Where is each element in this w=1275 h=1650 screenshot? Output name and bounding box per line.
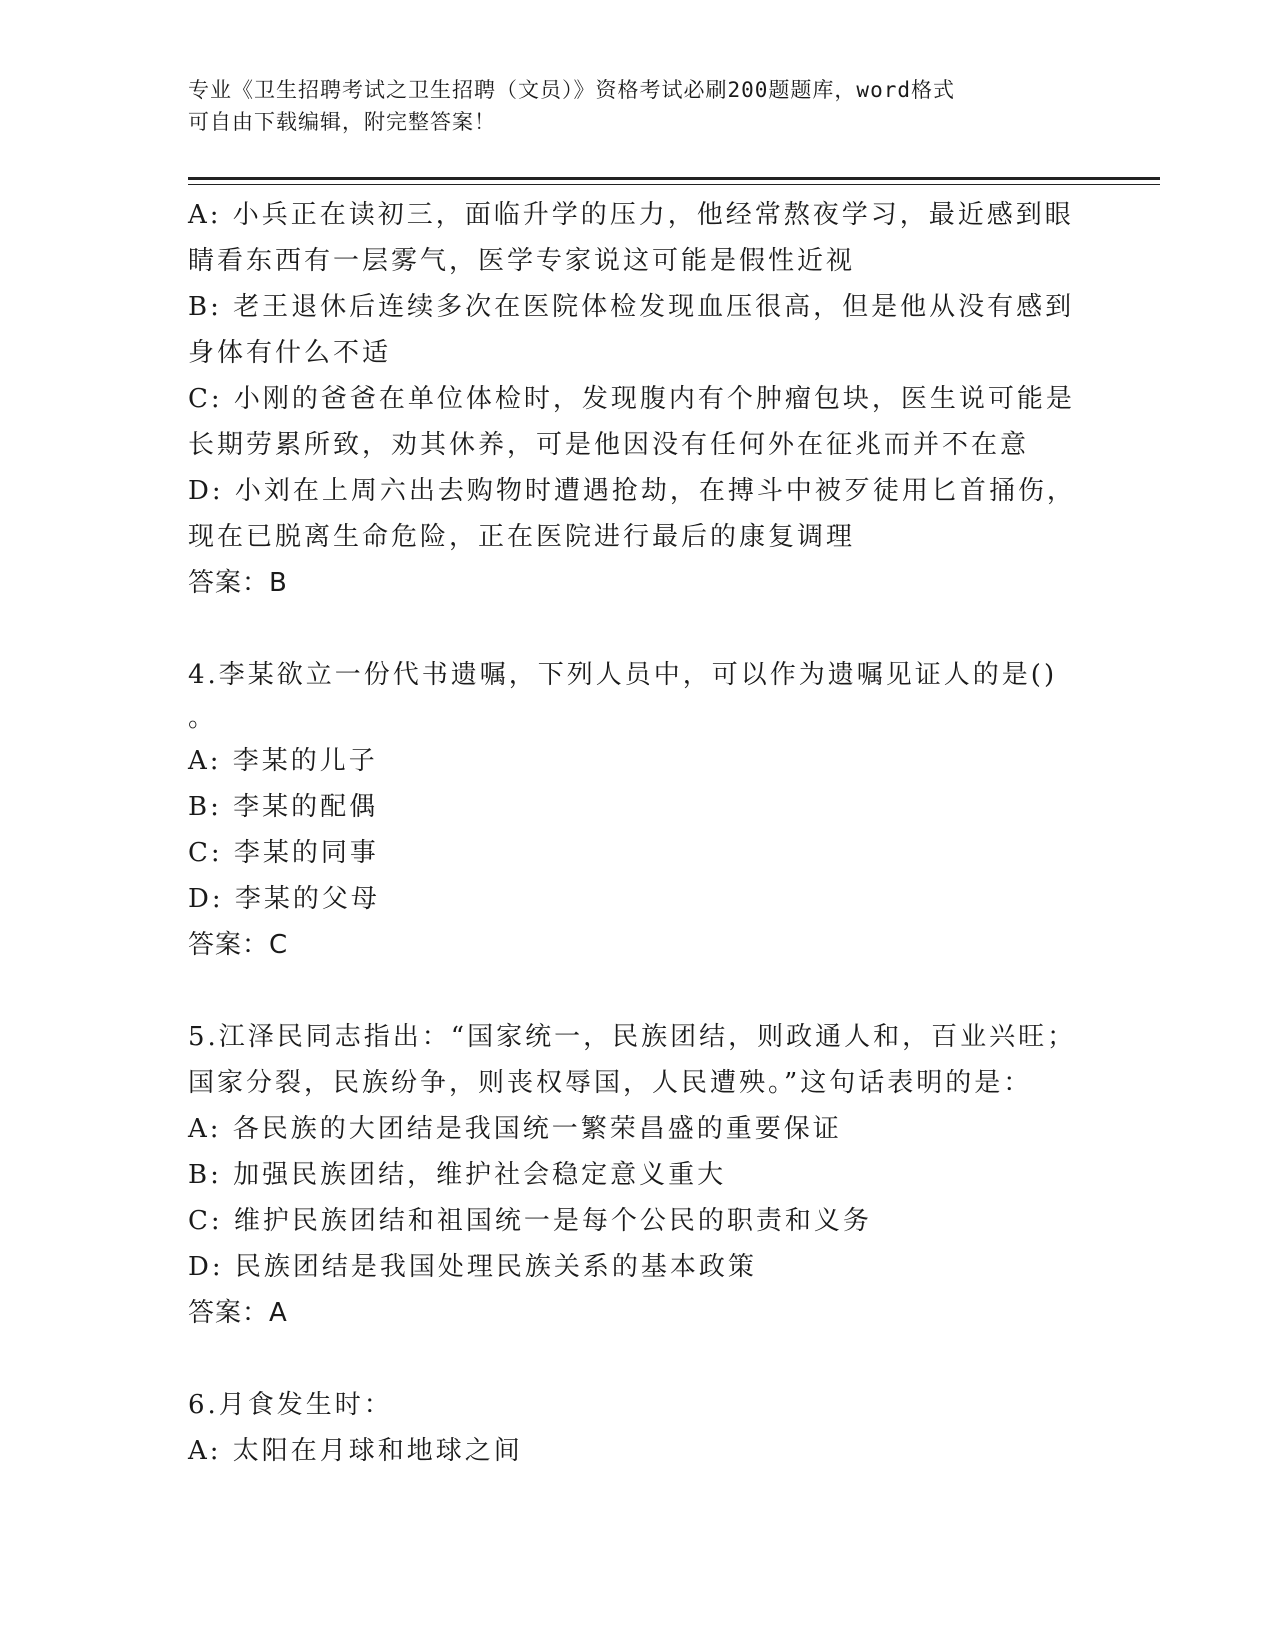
option-c-line-2: 长期劳累所致，劝其休养，可是他因没有任何外在征兆而并不在意 [188, 430, 1030, 460]
answer-label: 答案：A [188, 1298, 288, 1328]
option-b: B: 李某的配偶 [188, 792, 379, 822]
option-d: D: 民族团结是我国处理民族关系的基本政策 [188, 1252, 757, 1282]
question-title-line-1: 5.江泽民同志指出：“国家统一，民族团结，则政通人和，百业兴旺； [188, 1022, 1077, 1052]
option-a-line-2: 睛看东西有一层雾气，医学专家说这可能是假性近视 [188, 246, 856, 276]
option-c: C: 维护民族团结和祖国统一是每个公民的职责和义务 [188, 1206, 872, 1236]
question-list [188, 192, 1088, 1474]
document-header [188, 74, 1068, 138]
answer-label: 答案：B [188, 568, 288, 598]
question-title-line-2: 。 [188, 703, 218, 733]
option-d-line-1: D: 小刘在上周六出去购物时遭遇抢劫，在搏斗中被歹徒用匕首捅伤， [188, 476, 1076, 506]
answer-label: 答案：C [188, 930, 289, 960]
question-title-line-1: 4.李某欲立一份代书遗嘱，下列人员中，可以作为遗嘱见证人的是() [188, 660, 1058, 690]
option-a: A: 太阳在月球和地球之间 [188, 1436, 523, 1466]
option-b-line-2: 身体有什么不适 [188, 338, 392, 368]
option-a-line-1: A: 小兵正在读初三，面临升学的压力，他经常熬夜学习，最近感到眼 [188, 200, 1074, 230]
option-a: A: 李某的儿子 [188, 746, 378, 776]
option-c: C: 李某的同事 [188, 838, 379, 868]
option-d: D: 李某的父母 [188, 884, 380, 914]
header-line-1: 专业《卫生招聘考试之卫生招聘（文员）》资格考试必刷200题题库，word格式 [188, 78, 955, 102]
question-4 [188, 652, 1088, 968]
question-3-options [188, 192, 1088, 606]
option-b: B: 加强民族团结，维护社会稳定意义重大 [188, 1160, 727, 1190]
option-c-line-1: C: 小刚的爸爸在单位体检时，发现腹内有个肿瘤包块，医生说可能是 [188, 384, 1075, 414]
question-title: 6.月食发生时： [188, 1390, 393, 1420]
option-a: A: 各民族的大团结是我国统一繁荣昌盛的重要保证 [188, 1114, 842, 1144]
header-divider-thick [188, 177, 1160, 180]
question-5 [188, 1014, 1088, 1336]
header-divider-thin [188, 184, 1160, 185]
question-title-line-2: 国家分裂，民族纷争，则丧权辱国，人民遭殃。”这句话表明的是： [188, 1068, 1033, 1098]
header-line-2: 可自由下载编辑，附完整答案！ [188, 110, 496, 134]
question-6 [188, 1382, 1088, 1474]
option-d-line-2: 现在已脱离生命危险，正在医院进行最后的康复调理 [188, 522, 856, 552]
option-b-line-1: B: 老王退休后连续多次在医院体检发现血压很高，但是他从没有感到 [188, 292, 1075, 322]
